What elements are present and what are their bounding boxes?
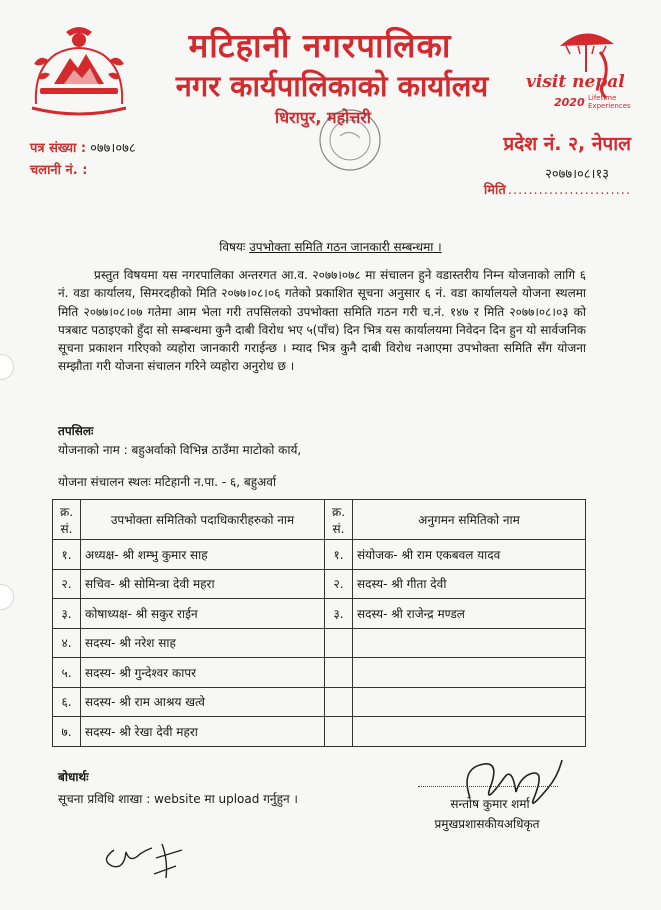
row-sn: ५.: [53, 658, 81, 688]
patra-sankhya-value: ०७७।०७८: [90, 141, 136, 156]
subject-label: विषयः: [219, 240, 246, 254]
patra-sankhya: [30, 138, 136, 156]
office-stamp-icon: [310, 106, 390, 174]
committee-table: [52, 499, 586, 747]
subject-text: उपभोक्ता समिति गठन जानकारी सम्बन्धमा ।: [249, 240, 442, 254]
row-member: कोषाध्यक्ष- श्री सकुर राईन: [81, 599, 325, 629]
letter-body: प्रस्तुत विषयमा यस नगरपालिका अन्तरगत आ.व. २०७७।०७८ मा संचालन हुने वडास्तरीय निम्न योजनाको लागि ६ नं. वडा कार्यालय, सिमरदहीको मिति २०७७।०८।०६ गतेको प्रकाशित सूचना अनुसार ६ नं. वडा कार्यालयले योजना स्थलमा मिति २०७७।०८।०७ गतेमा आम भेला गरी तपसिलको उपभोक्ता समिति गठन गरी च.नं. १४७ र मिति २०७७।०८।०३ को पत्रबाट पठाइएको हुँदा सो सम्बन्धमा कुनै दाबी विरोध भए ५(पाँच) दिन भित्र यस कार्यालयमा निवेदन दिन हुन यो सार्वजनिक सूचना प्रकाशन गरिएको व्यहोरा जानकारी गराईन्छ । म्याद भित्र कुनै दाबी विरोध नआएमा उपभोक्ता समिति सँग योजना सम्झौता गरी योजना संचालन गरिने व्यहोरा अनुरोध छ ।: [58, 268, 586, 374]
row-member: सदस्य- श्री राम आश्रय खत्वे: [81, 687, 325, 717]
header-sn2: क्र. सं.: [325, 500, 353, 540]
row-member: सदस्य- श्री गुन्देश्वर कापर: [81, 658, 325, 688]
date-label: मिति: [483, 183, 506, 198]
province-label: प्रदेश नं. २, नेपाल: [503, 133, 631, 155]
row-member: अध्यक्ष- श्री शम्भु कुमार साह: [81, 540, 325, 570]
table-row: [53, 628, 586, 658]
tapsil-label: तपसिलः: [58, 424, 94, 438]
row-sn: ६.: [53, 687, 81, 717]
table-row: [53, 569, 586, 599]
row-sn2: [325, 658, 353, 688]
office-place: धिरापुर, महोत्तरी: [275, 108, 371, 127]
table-row: [53, 687, 586, 717]
yojana-place: योजना संचालन स्थलः मटिहानी न.पा. - ६, बहुअर्वा: [58, 475, 277, 489]
bodharth-line: सूचना प्रविधि शाखा : website मा upload गर्नुहुन ।: [58, 792, 298, 806]
row-member: सचिव- श्री सोमिन्त्रा देवी महरा: [81, 569, 325, 599]
row-monitor: संयोजक- श्री राम एकबवल यादव: [353, 540, 586, 570]
row-sn: ३.: [53, 599, 81, 629]
visit-nepal-tag-2: Experiences: [588, 102, 631, 110]
visit-nepal-tag-1: Lifetime: [588, 94, 617, 102]
municipality-title: मटिहानी नगरपालिका: [188, 26, 452, 65]
row-monitor: सदस्य- श्री गीता देवी: [353, 569, 586, 599]
signature-line: [418, 786, 558, 787]
table-row: [53, 540, 586, 570]
table-row: [53, 658, 586, 688]
chalani-number: [30, 160, 91, 178]
initials-scribble-icon: [96, 830, 186, 880]
row-sn: ४.: [53, 628, 81, 658]
row-sn: १.: [53, 540, 81, 570]
row-sn2: ३.: [325, 599, 353, 629]
patra-sankhya-label: पत्र संख्या :: [30, 141, 87, 156]
row-monitor: [353, 658, 586, 688]
yojana-name: योजनाको नाम : बहुअर्वाको विभिन्न ठाउँमा माटोको कार्य,: [58, 443, 302, 457]
row-sn2: [325, 687, 353, 717]
date-field: [484, 180, 631, 198]
letter-subject: [0, 238, 661, 255]
row-member: सदस्य- श्री रेखा देवी महरा: [81, 717, 325, 747]
nepal-emblem-icon: [26, 24, 132, 116]
date-dots: ........................: [507, 183, 631, 198]
date-value: २०७७।०८।१३: [545, 167, 609, 182]
visit-nepal-logo: [526, 24, 644, 128]
row-monitor: [353, 687, 586, 717]
visit-nepal-year: 2020: [554, 96, 585, 109]
header-users-committee: उपभोक्ता समितिको पदाधिकारीहरुको नाम: [81, 500, 325, 540]
table-row: [53, 599, 586, 629]
signatory-title: प्रमुखप्रशासकीयअधिकृत: [434, 817, 540, 831]
row-monitor: [353, 628, 586, 658]
punch-hole: [0, 584, 14, 610]
header-monitoring-committee: अनुगमन समितिको नाम: [353, 500, 586, 540]
row-monitor: [353, 717, 586, 747]
row-sn2: [325, 628, 353, 658]
row-monitor: सदस्य- श्री राजेन्द्र मण्डल: [353, 599, 586, 629]
office-subtitle: नगर कार्यपालिकाको कार्यालय: [175, 69, 489, 103]
row-sn2: २.: [325, 569, 353, 599]
punch-hole: [0, 354, 14, 380]
row-member: सदस्य- श्री नरेश साह: [81, 628, 325, 658]
signatory-name: सन्तोष कुमार शर्मा: [450, 797, 530, 811]
visit-nepal-text: visit nepal: [526, 72, 625, 92]
table-row: [53, 717, 586, 747]
bodharth-label: बोधार्थः: [58, 770, 89, 784]
row-sn: २.: [53, 569, 81, 599]
row-sn2: १.: [325, 540, 353, 570]
header-sn: क्र. सं.: [53, 500, 81, 540]
table-header-row: [53, 500, 586, 540]
chalani-label: चलानी नं. :: [30, 163, 88, 178]
row-sn2: [325, 717, 353, 747]
row-sn: ७.: [53, 717, 81, 747]
